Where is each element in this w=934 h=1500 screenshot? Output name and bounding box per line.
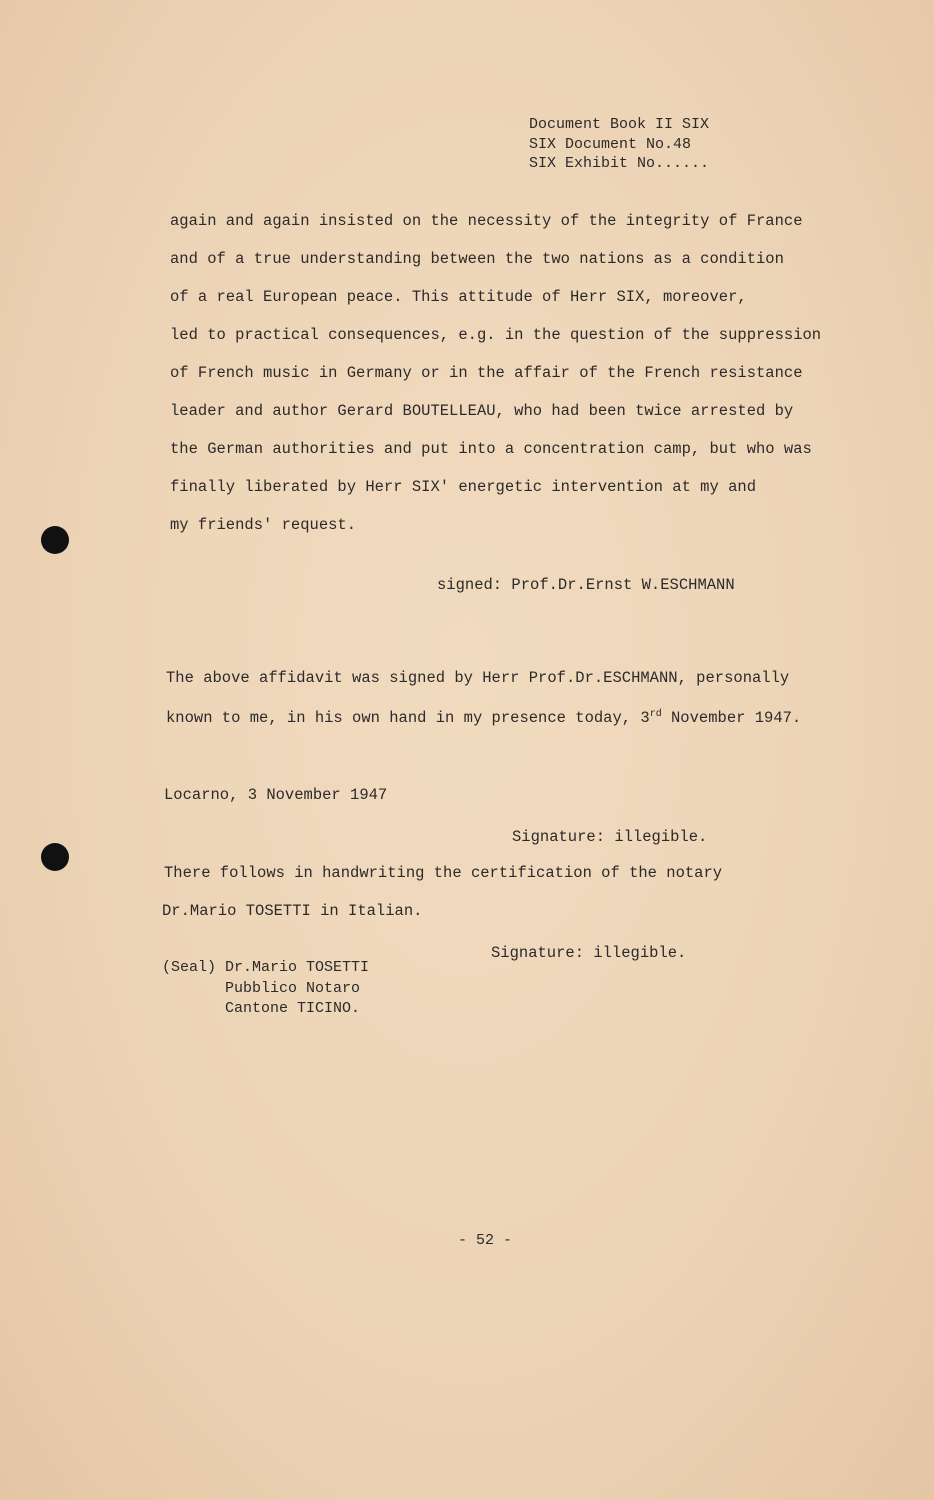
body-line: again and again insisted on the necessity of the integrity of France — [170, 212, 803, 230]
body-line: led to practical consequences, e.g. in the question of the suppression — [170, 326, 822, 344]
signed-line: signed: Prof.Dr.Ernst W.ESCHMANN — [437, 576, 735, 594]
body-text — [170, 208, 821, 550]
punch-hole-upper — [41, 526, 69, 554]
affidavit-text-post: November 1947. — [661, 709, 802, 728]
place-date: Locarno, 3 November 1947 — [164, 786, 388, 804]
seal-line-title: Pubblico Notaro — [162, 979, 361, 997]
header-line-document: SIX Document No.48 — [529, 135, 692, 153]
affidavit-line-1: The above affidavit was signed by Herr Prof.Dr.ESCHMANN, personally — [166, 669, 790, 687]
affidavit-ordinal-suffix: rd — [649, 709, 662, 720]
punch-hole-lower — [41, 843, 69, 871]
body-line: of French music in Germany or in the affair of the French resistance — [170, 364, 803, 382]
body-line: leader and author Gerard BOUTELLEAU, who had been twice arrested by — [170, 402, 794, 420]
body-line: my friends' request. — [170, 516, 357, 534]
body-line: and of a true understanding between the two nations as a condition — [170, 250, 784, 268]
seal-line-name: (Seal) Dr.Mario TOSETTI — [162, 959, 370, 976]
body-line: the German authorities and put into a concentration camp, but who was — [170, 440, 812, 458]
notary-seal — [162, 958, 369, 1020]
signature-illegible-2: Signature: illegible. — [491, 944, 687, 962]
body-line: of a real European peace. This attitude of Herr SIX, moreover, — [170, 288, 747, 306]
signature-illegible-1: Signature: illegible. — [512, 828, 708, 846]
handwriting-note-line-2: Dr.Mario TOSETTI in Italian. — [162, 902, 423, 920]
page-number: - 52 - — [458, 1232, 513, 1249]
handwriting-note-line-1: There follows in handwriting the certification of the notary — [164, 864, 723, 882]
document-header — [529, 115, 709, 174]
body-line: finally liberated by Herr SIX' energetic intervention at my and — [170, 478, 756, 496]
affidavit-line-2 — [166, 709, 801, 727]
header-line-book: Document Book II SIX — [529, 116, 710, 133]
header-line-exhibit: SIX Exhibit No...... — [529, 155, 710, 172]
affidavit-text-pre: known to me, in his own hand in my presence today, 3 — [166, 709, 650, 728]
seal-line-canton: Cantone TICINO. — [162, 1000, 361, 1017]
